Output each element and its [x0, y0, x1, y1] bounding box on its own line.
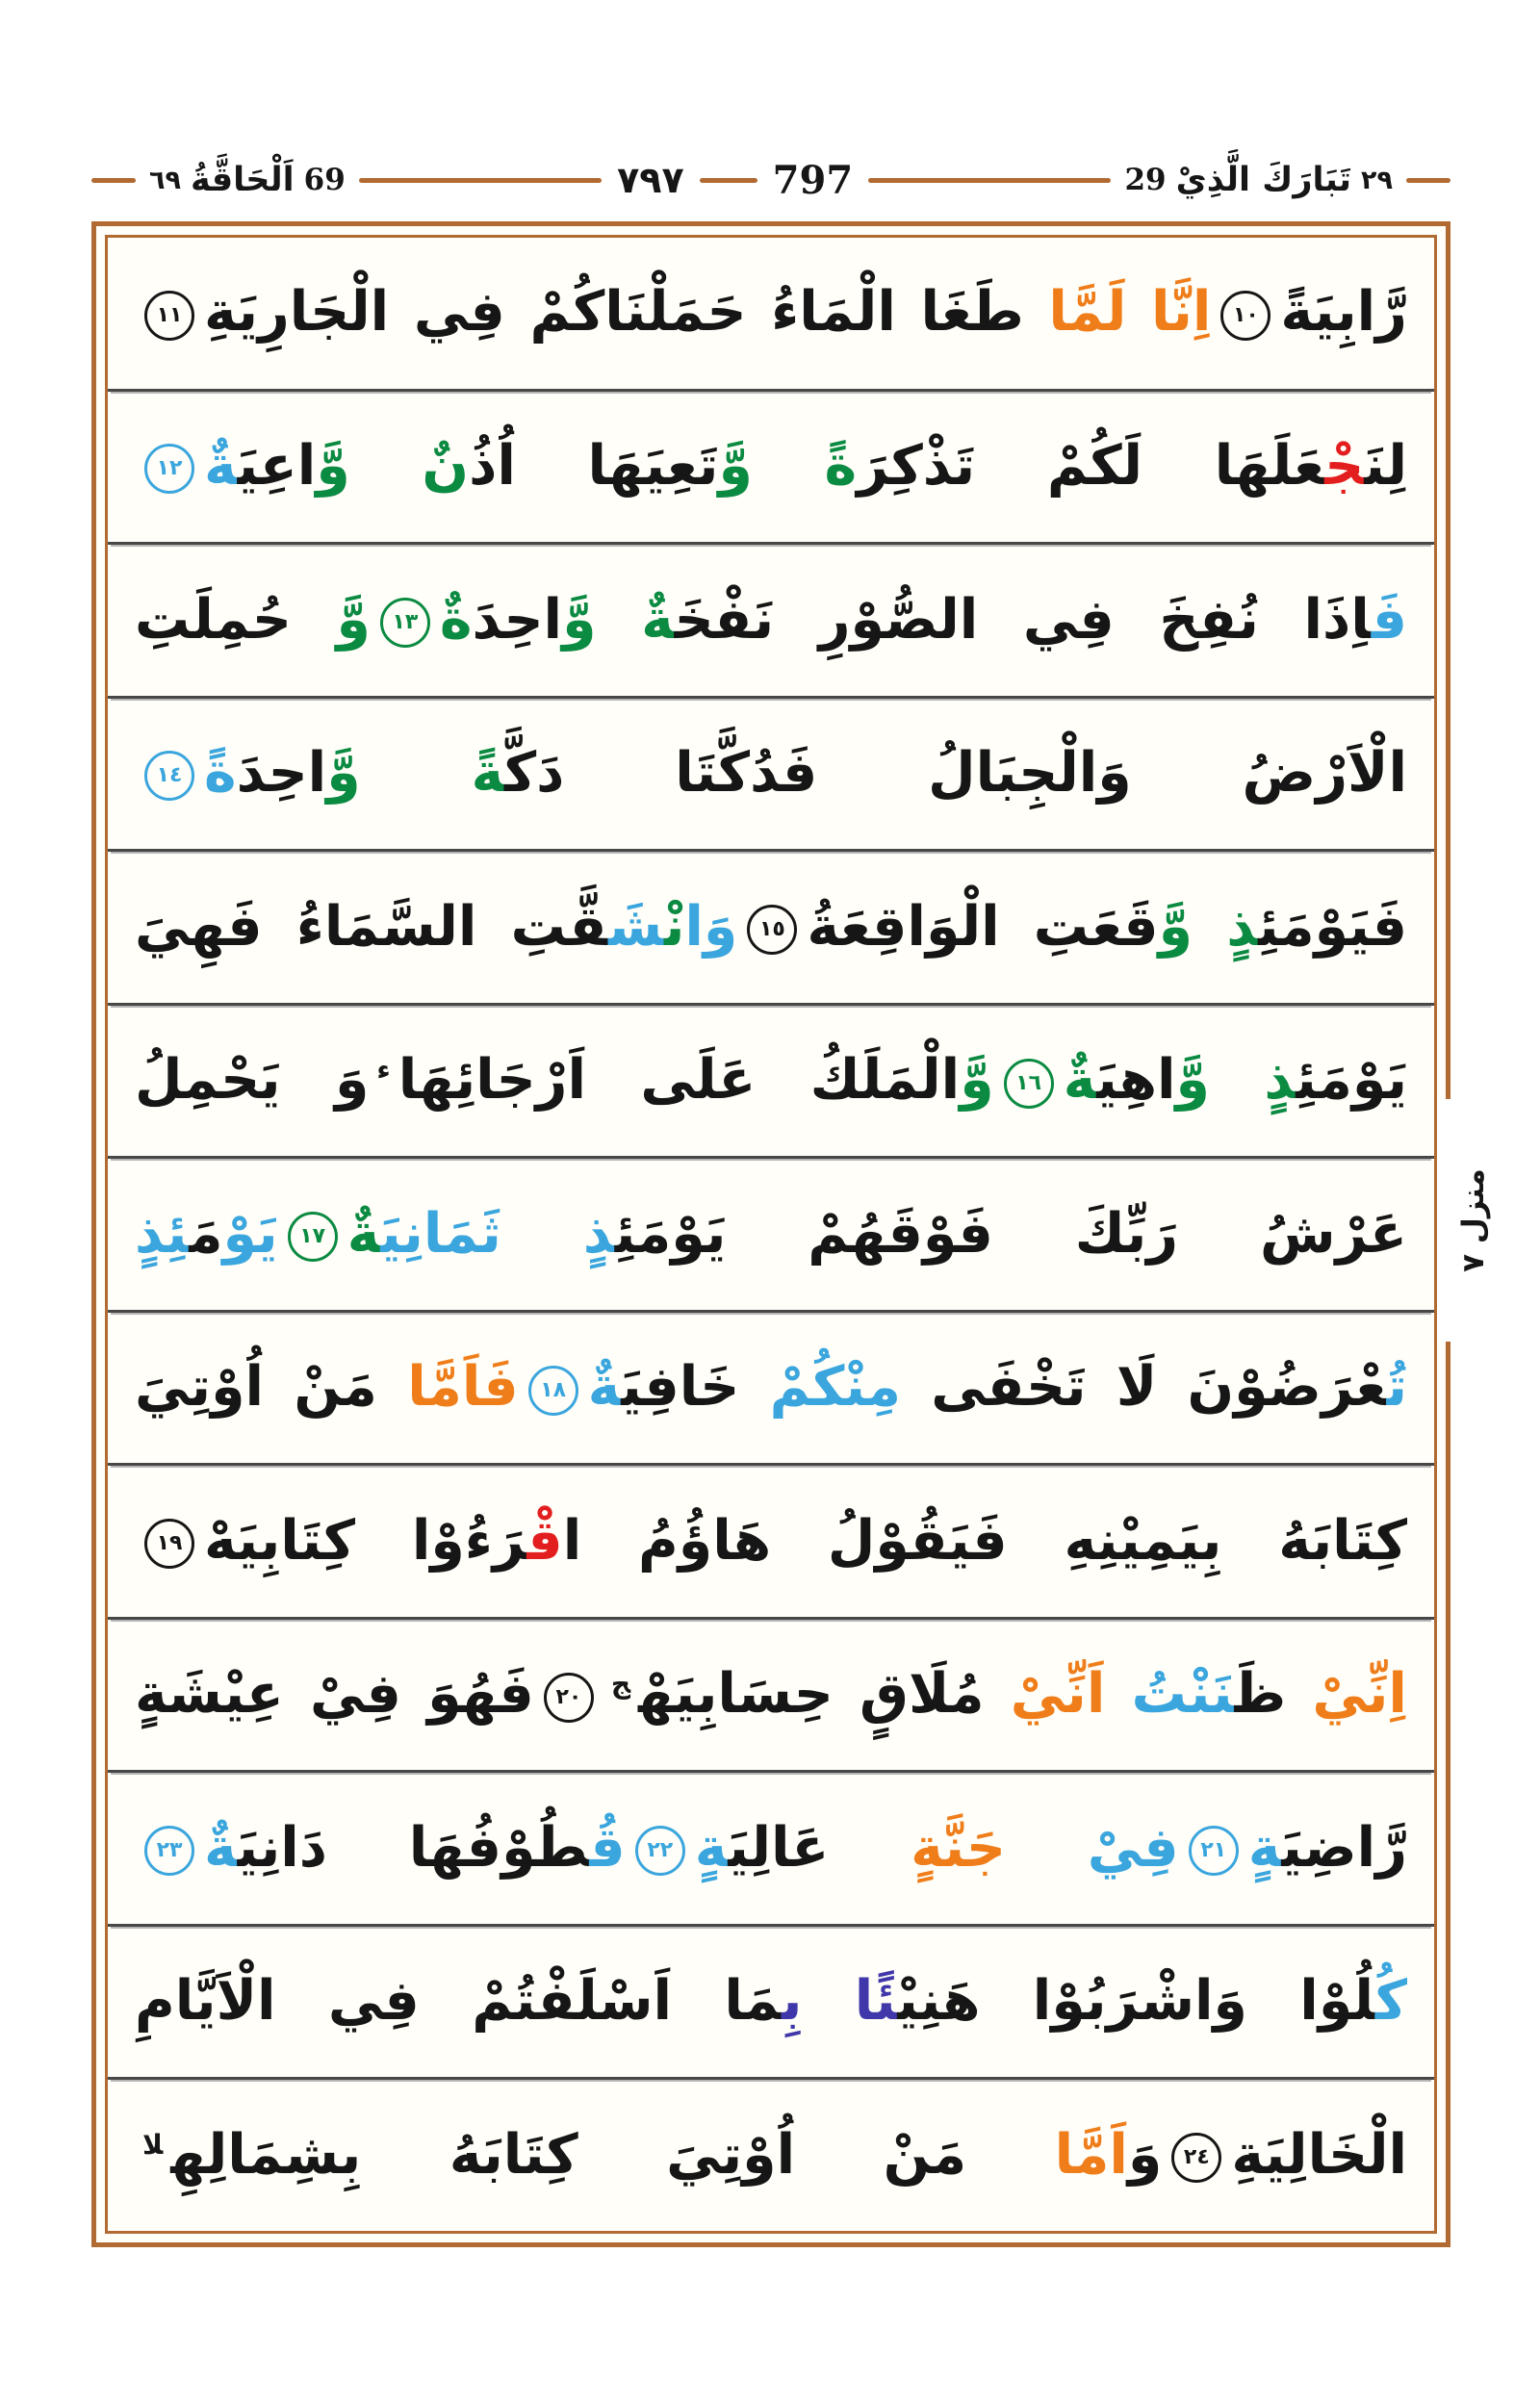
surah-name: اَلْحَاقَّةُ: [190, 161, 295, 199]
ayah-line-text: [108, 1970, 1434, 2034]
ayah-text-segment: الْمَلَكُ عَلَى اَرْجَائِهَا: [398, 1048, 961, 1113]
page-border-frame: [91, 221, 1450, 2247]
ayah-text-segment: لِنَ: [1364, 434, 1407, 499]
ayah-line-text: [108, 1817, 1434, 1881]
ayah-text-segment: كُ: [1374, 1969, 1407, 2034]
header-rule-segment: [91, 178, 136, 183]
ayah-text-segment: اِنَّا لَمَّا: [1023, 280, 1212, 345]
ayah-text-segment: مُلَاقٍ حِسَابِيَهْ: [638, 1662, 985, 1727]
ayah-text-segment: الْاَرْضُ وَالْجِبَالُ فَدُكَّتَا دَكَّ: [504, 741, 1407, 806]
ayah-text-segment: يَوْ: [222, 1201, 278, 1266]
page-number-latin: 797: [772, 157, 854, 203]
ayah-text-segment: اعِيَ: [237, 434, 317, 499]
ayah-text-segment: ثَمَانِيَ: [380, 1201, 501, 1266]
ayah-end-marker: ١٩: [144, 1519, 194, 1569]
ayah-text-segment: الْخَالِيَةِ: [1231, 2122, 1408, 2187]
ayah-text-segment: جْ: [1324, 434, 1365, 499]
manzil-label: منزل ٧: [1456, 1168, 1491, 1272]
header-rule-segment: [359, 178, 602, 183]
ayah-text-segment: ةٌ: [439, 587, 473, 652]
juz-title-right: [1111, 161, 1406, 199]
ayah-end-marker: ١٧: [288, 1212, 338, 1262]
ayah-end-marker: ١٠: [1220, 291, 1270, 341]
page-header: [91, 144, 1450, 216]
ayah-line-7: [108, 1159, 1434, 1313]
ayah-text-segment: ةٍ: [1247, 1815, 1282, 1880]
ayah-text-segment: وَّ: [960, 1048, 994, 1113]
ayah-line-text: [108, 896, 1434, 960]
ayah-text-segment: رَّاضِيَ: [1281, 1815, 1408, 1880]
ayah-text-segment: عَلَهَا لَكُمْ تَذْكِرَ: [857, 434, 1325, 499]
ayah-end-marker: ١٦: [1004, 1059, 1054, 1109]
ayah-end-marker: ٢٣: [144, 1826, 194, 1876]
ayah-text-segment: تُ: [1386, 1355, 1408, 1420]
ayah-text-segment: حُمِلَتِ: [135, 587, 337, 652]
ayah-text-segment: ةً وَّ: [718, 434, 858, 499]
ayah-text-segment: ةً: [204, 741, 237, 806]
surah-number-latin: 69: [303, 163, 346, 197]
ayah-text-segment: قْ: [526, 1508, 563, 1573]
ayah-end-marker: ٢٢: [635, 1826, 685, 1876]
ayah-text-segment: مَ: [189, 1201, 223, 1266]
ayah-line-text: [108, 1203, 1434, 1267]
ayah-text-segment: اِذَا نُفِخَ فِي الصُّوْرِ نَفْخَ: [674, 587, 1372, 652]
ayah-text-segment: اهِيَ: [1096, 1048, 1176, 1113]
ayah-text-segment: فَيَوْمَئِ: [1258, 894, 1408, 959]
ayah-end-marker: ١٨: [528, 1366, 578, 1416]
ayah-text-segment: ذٍ وَّ: [1158, 894, 1259, 959]
ayah-text-segment: مَنْ اُوْتِيَ كِتَابَهُ بِشِمَالِهِ: [170, 2122, 967, 2187]
ayah-text-segment: اَنِّيْ: [984, 1662, 1106, 1727]
ayah-text-segment: نَنْتُ: [1105, 1662, 1235, 1727]
ayah-line-text: [108, 589, 1434, 653]
ayah-text-segment: قَّتِ السَّمَاءُ فَهِيَ: [135, 894, 608, 959]
manzil-margin-note: [1438, 1099, 1509, 1342]
ayah-text-segment: وَا: [684, 894, 738, 959]
ayah-line-1: [108, 238, 1434, 392]
surah-title-left: [136, 161, 359, 199]
surah-number-arabic: ٦٩: [149, 165, 181, 195]
page-inner-frame: [105, 235, 1437, 2234]
ayah-text-segment: مِنْكُمْ: [769, 1355, 901, 1420]
ayah-line-text: [108, 1049, 1434, 1113]
ayah-text-segment: ةٌ: [204, 434, 238, 499]
ayah-line-text: [108, 435, 1434, 499]
ayah-text-segment: وَّ: [336, 587, 371, 652]
ayah-text-segment: وَ يَحْمِلُ: [135, 1048, 370, 1113]
ayah-text-segment: تَعِيَهَا اُذُ: [469, 434, 719, 499]
ayah-text-segment: كِتَابَهُ بِيَمِيْنِهِ فَيَقُوْلُ هَاؤُمُ ا: [562, 1508, 1407, 1573]
pause-mark: ج: [610, 1668, 631, 1701]
ayah-text-segment: عْرَضُوْنَ لَا تَخْفَى: [901, 1355, 1387, 1420]
ayah-line-text: [108, 281, 1434, 345]
ayah-line-text: [108, 742, 1434, 806]
ayah-text-segment: ةٌ وَّ: [562, 587, 675, 652]
ayah-end-marker: ٢١: [1189, 1826, 1239, 1876]
ayah-line-8: [108, 1313, 1434, 1467]
ayah-text-segment: جَنَّةٍ: [911, 1815, 1006, 1880]
pause-mark: لا: [142, 2128, 164, 2161]
ayah-end-marker: ٢٠: [544, 1673, 594, 1723]
ayah-line-text: [108, 2124, 1434, 2188]
ayah-text-segment: رَءُوْا كِتَابِيَهْ: [204, 1508, 527, 1573]
ayah-text-segment: خَافِيَ: [621, 1355, 770, 1420]
ayah-line-text: [108, 1356, 1434, 1420]
ayah-text-segment: فَ: [1371, 587, 1408, 652]
ayah-end-marker: ١٢: [144, 444, 194, 494]
ayah-text-segment: قُ: [589, 1815, 626, 1880]
ayah-text-segment: ذٍ: [500, 1201, 615, 1266]
ayah-text-segment: ةٌ: [587, 1355, 622, 1420]
ayah-text-segment: رَّابِيَةً: [1280, 280, 1407, 345]
ayah-end-marker: ١٣: [380, 598, 430, 648]
juz-name: تَبَارَكَ الَّذِيْ: [1175, 161, 1352, 199]
ayah-line-9: [108, 1466, 1434, 1620]
ayah-text-segment: نٌ وَّ: [316, 434, 470, 499]
ayah-text-segment: وَ: [1127, 2122, 1163, 2187]
ayah-text-segment: ئًا بِ: [782, 1969, 898, 2034]
ayah-text-segment: فَاَمَّا: [376, 1355, 519, 1420]
ayah-line-11: [108, 1773, 1434, 1927]
juz-number-latin: 29: [1124, 163, 1167, 197]
ayah-line-4: [108, 699, 1434, 853]
ayah-text-segment: ظَ: [1234, 1662, 1287, 1727]
ayah-line-text: [108, 1510, 1434, 1574]
ayah-end-marker: ٢٤: [1171, 2133, 1221, 2183]
ayah-text-segment: ةً وَّ: [326, 741, 505, 806]
ayah-text-segment: طَغَا الْمَاءُ حَمَلْنَاكُمْ فِي الْجَارِيَةِ: [204, 280, 1024, 345]
ayah-end-marker: ١٥: [747, 905, 797, 955]
ayah-line-6: [108, 1006, 1434, 1160]
ayah-text-segment: قَعَتِ الْوَاقِعَةُ: [807, 894, 1159, 959]
ayah-text-segment: مَنْ اُوْتِيَ: [135, 1355, 377, 1420]
ayah-text-segment: عَرْشُ رَبِّكَ فَوْقَهُمْ يَوْمَئِ: [614, 1201, 1407, 1266]
ayah-text-segment: مَا اَسْلَفْتُمْ فِي الْاَيَّامِ: [135, 1969, 783, 2034]
header-rule-segment: [700, 178, 757, 183]
ayah-text-segment: فِيْ: [1006, 1815, 1179, 1880]
pause-mark: ء: [376, 1054, 391, 1087]
ayah-text-segment: ذٍ وَّ: [1175, 1048, 1296, 1113]
ayah-text-segment: يَوْمَئِ: [1296, 1048, 1407, 1113]
page-number-arabic: ٧٩٧: [617, 159, 684, 201]
ayah-text-segment: ةٌ: [346, 1201, 381, 1266]
ayah-text-segment: ئِذٍ: [135, 1201, 190, 1266]
ayah-line-text: [108, 1663, 1434, 1727]
ayah-line-10: [108, 1620, 1434, 1774]
ayah-text-segment: لُوْا وَاشْرَبُوْا هَنِيْ: [897, 1969, 1375, 2034]
ayah-text-segment: احِدَ: [236, 741, 327, 806]
ayah-text-segment: ةٌ: [1063, 1048, 1097, 1113]
ayah-line-2: [108, 392, 1434, 546]
ayah-text-segment: احِدَ: [472, 587, 563, 652]
ayah-text-segment: اَمَّا: [966, 2122, 1128, 2187]
ayah-line-12: [108, 1927, 1434, 2081]
juz-number-arabic: ٢٩: [1361, 165, 1394, 195]
header-rule-segment: [868, 178, 1111, 183]
ayah-line-13: [108, 2080, 1434, 2231]
ayah-text-segment: ةٌ: [204, 1815, 238, 1880]
ayah-end-marker: ١١: [144, 291, 194, 341]
ayah-text-segment: فَهُوَ فِيْ عِيْشَةٍ: [135, 1662, 534, 1727]
ayah-line-3: [108, 545, 1434, 699]
ayah-text-segment: نْ: [663, 894, 685, 959]
header-rule-segment: [1406, 178, 1450, 183]
text-rows: [108, 238, 1434, 2231]
ayah-text-segment: اِنِّيْ: [1286, 1662, 1407, 1727]
ayah-text-segment: ةٍ: [694, 1815, 729, 1880]
ayah-text-segment: شَ: [607, 894, 664, 959]
ayah-text-segment: عَالِيَ: [728, 1815, 911, 1880]
ayah-text-segment: طُوْفُهَا دَانِيَ: [237, 1815, 590, 1880]
ayah-line-5: [108, 852, 1434, 1006]
ayah-end-marker: ١٤: [144, 751, 194, 801]
